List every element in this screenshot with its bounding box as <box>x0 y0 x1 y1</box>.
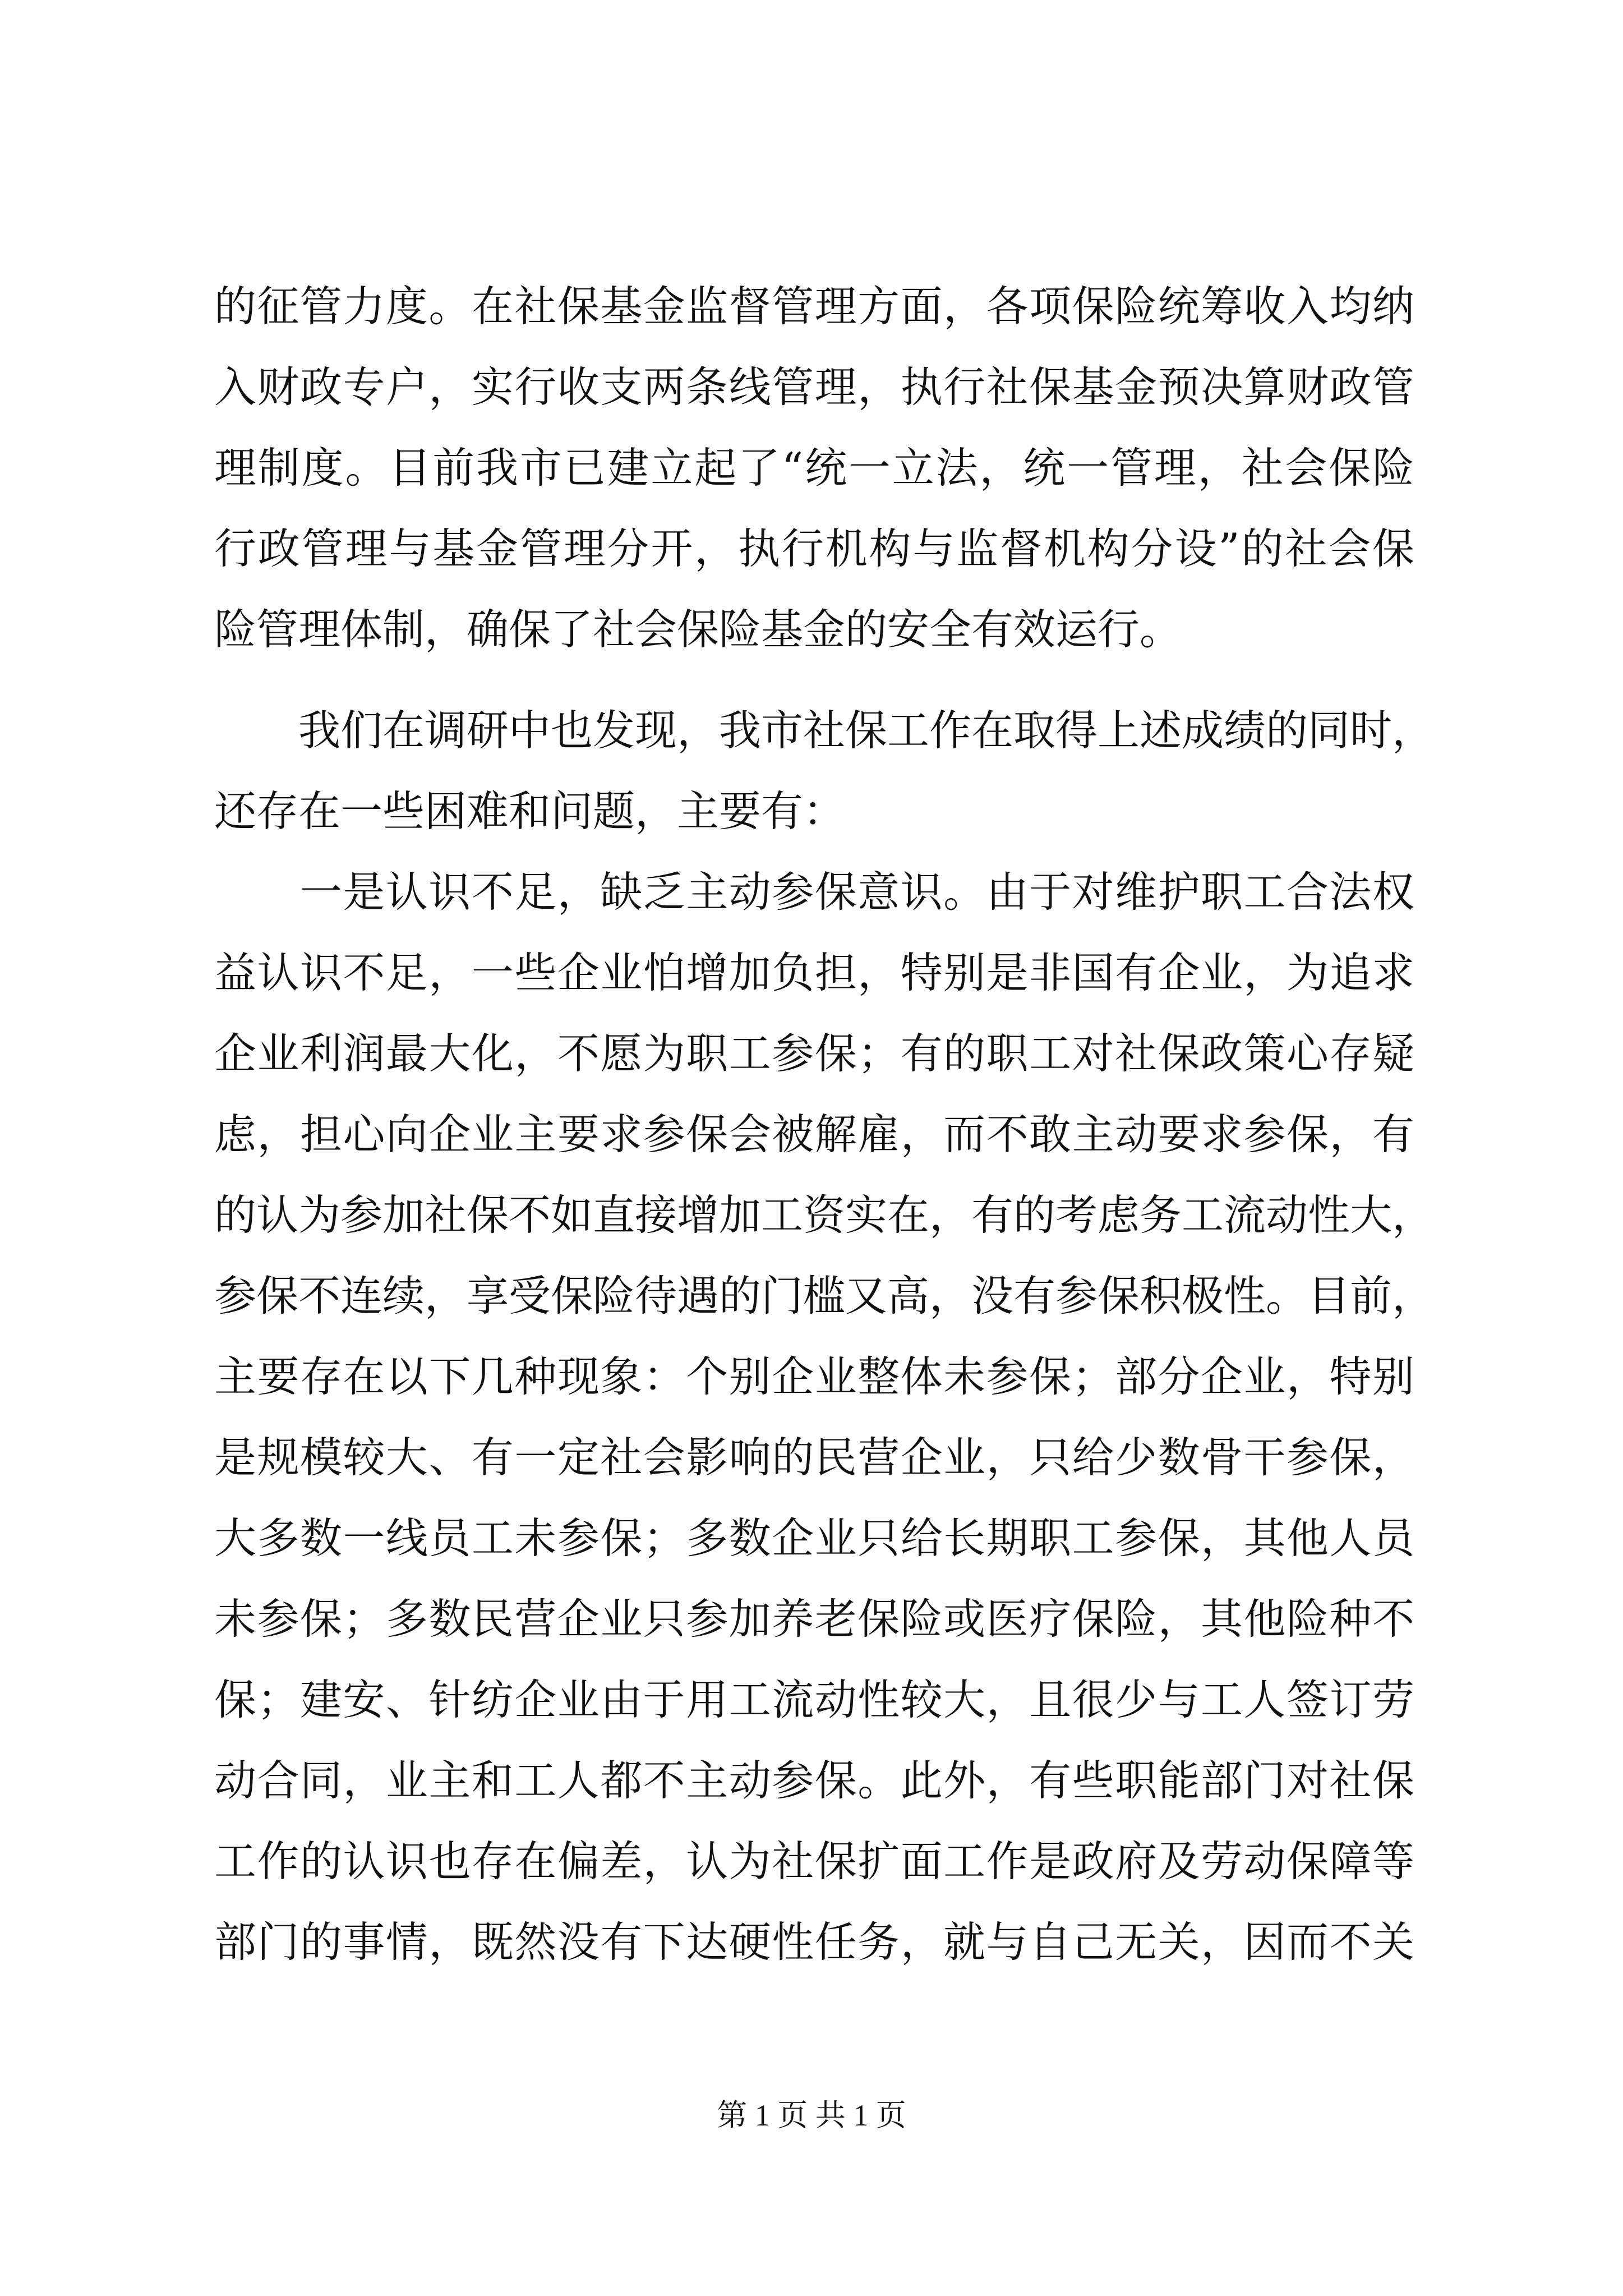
text-line: 未参保；多数民营企业只参加养老保险或医疗保险，其他险种不 <box>214 1594 1414 1644</box>
paragraph <box>214 266 1414 670</box>
page-number-label: 第 1 页 共 1 页 <box>717 2099 906 2132</box>
paragraph <box>214 690 1435 852</box>
text-line: 大多数一线员工未参保；多数企业只给长期职工参保，其他人员 <box>214 1513 1414 1563</box>
text-line: 部门的事情，既然没有下达硬性任务，就与自己无关，因而不关 <box>214 1917 1414 1967</box>
paragraph <box>214 852 1435 1982</box>
text-line: 险管理体制，确保了社会保险基金的安全有效运行。 <box>214 605 1182 654</box>
text-line: 益认识不足，一些企业怕增加负担，特别是非国有企业，为追求 <box>214 948 1414 997</box>
text-line: 企业利润最大化，不愿为职工参保；有的职工对社保政策心存疑 <box>214 1029 1414 1078</box>
text-line: 入财政专户，实行收支两条线管理，执行社保基金预决算财政管 <box>214 362 1414 412</box>
text-line: 工作的认识也存在偏差，认为社保扩面工作是政府及劳动保障等 <box>214 1837 1414 1886</box>
text-line: 的征管力度。在社保基金监督管理方面，各项保险统筹收入均纳 <box>214 282 1414 331</box>
text-line: 的认为参加社保不如直接增加工资实在，有的考虑务工流动性大， <box>214 1190 1435 1240</box>
text-line: 一是认识不足，缺乏主动参保意识。由于对维护职工合法权 <box>214 867 1414 917</box>
text-line: 参保不连续，享受保险待遇的门槛又高，没有参保积极性。目前， <box>214 1271 1435 1320</box>
text-line: 理制度。目前我市已建立起了“统一立法，统一管理，社会保险 <box>214 443 1414 493</box>
paragraph-gap <box>214 670 1414 690</box>
text-line: 动合同，业主和工人都不主动参保。此外，有些职能部门对社保 <box>214 1756 1414 1805</box>
text-line: 主要存在以下几种现象：个别企业整体未参保；部分企业，特别 <box>214 1352 1414 1401</box>
text-line: 还存在一些困难和问题，主要有： <box>214 786 846 836</box>
text-line: 行政管理与基金管理分开，执行机构与监督机构分设”的社会保 <box>214 524 1414 573</box>
text-line: 虑，担心向企业主要求参保会被解雇，而不敢主动要求参保，有 <box>214 1110 1414 1159</box>
text-line: 我们在调研中也发现，我市社保工作在取得上述成绩的同时， <box>214 706 1435 755</box>
page-footer <box>0 2096 1623 2135</box>
text-line: 保；建安、针纺企业由于用工流动性较大，且很少与工人签订劳 <box>214 1675 1414 1724</box>
text-line: 是规模较大、有一定社会影响的民营企业，只给少数骨干参保， <box>214 1433 1414 1482</box>
document-body <box>214 266 1435 1982</box>
